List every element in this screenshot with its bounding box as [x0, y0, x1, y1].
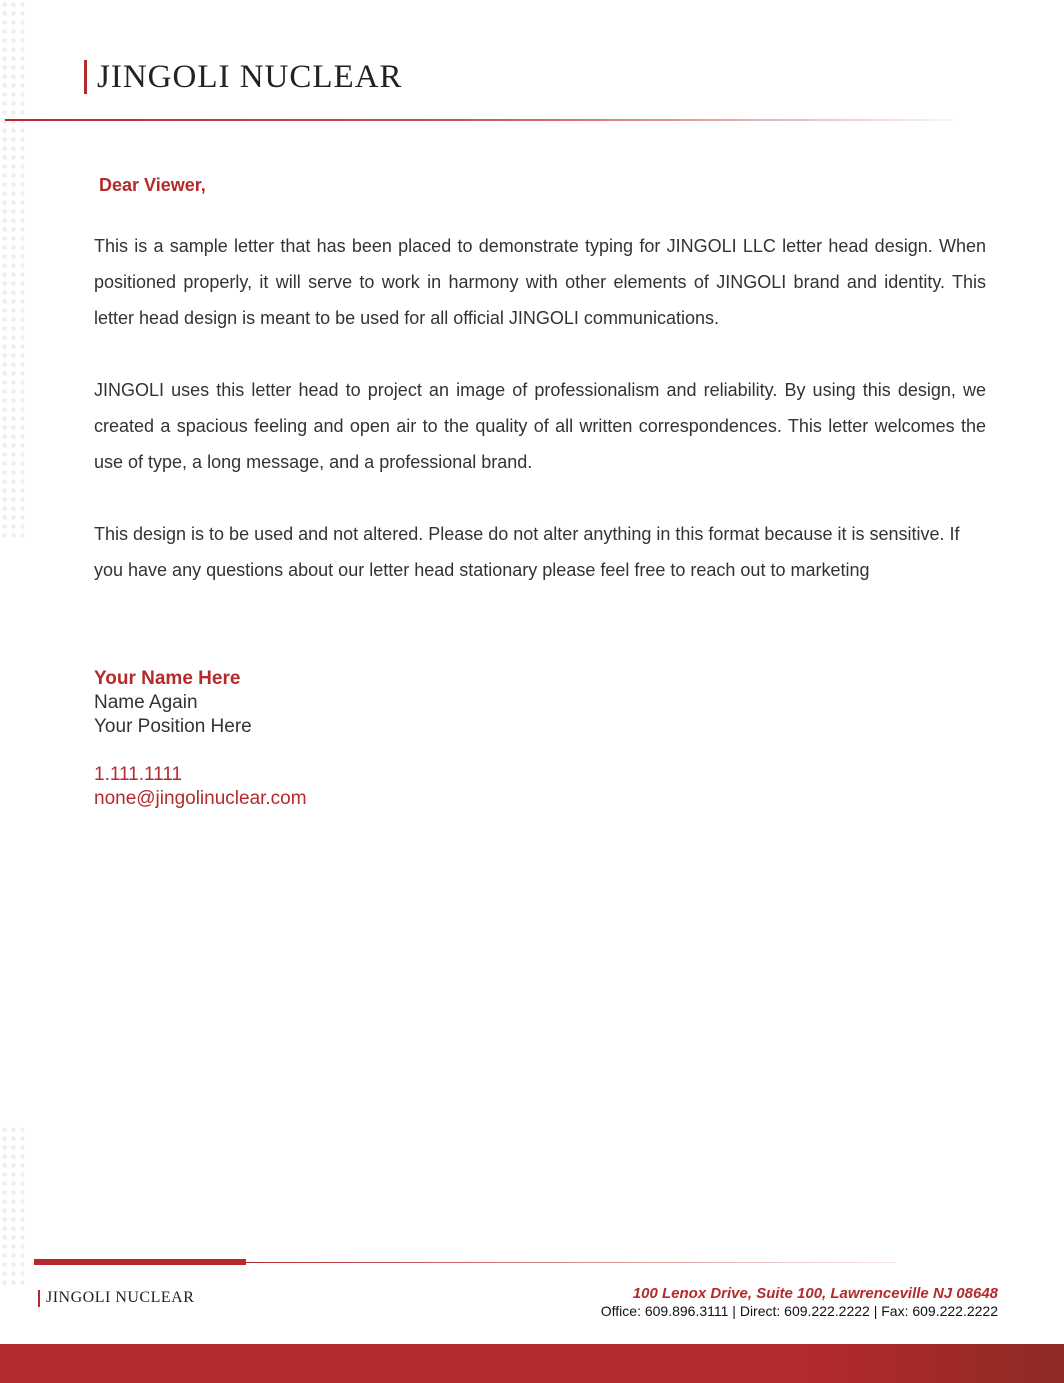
body-paragraph-1: This is a sample letter that has been placed to demonstrate typing for JINGOLI LLC letter head design. When positioned properly, it will serve to work in harmony with other elements of JINGOLI brand and identity. This letter head design is meant to be used for all official JINGOLI communications.	[94, 236, 986, 328]
decorative-dot-pattern-bottom	[0, 1125, 28, 1285]
footer-accent-bar	[34, 1259, 246, 1265]
header-brand-text: JINGOLI NUCLEAR	[97, 58, 403, 95]
logo-accent-bar	[84, 60, 87, 94]
header-divider	[5, 119, 955, 121]
footer-brand-text: JINGOLI NUCLEAR	[46, 1289, 195, 1306]
signature-position: Your Position Here	[94, 716, 252, 737]
footer-logo	[38, 1289, 194, 1307]
signature-phone: 1.111.1111	[94, 764, 183, 785]
footer-color-band	[0, 1344, 1064, 1383]
salutation: Dear Viewer,	[99, 175, 206, 195]
letter-body	[94, 228, 986, 624]
signature-email: none@jingolinuclear.com	[94, 788, 307, 809]
header-logo	[84, 58, 403, 96]
body-paragraph-2: JINGOLI uses this letter head to project an image of professionalism and reliability. By using this design, we created a spacious feeling and open air to the quality of all written correspondences. This letter welcomes the use of type, a long message, and a professional brand.	[94, 380, 986, 472]
footer-address: 100 Lenox Drive, Suite 100, Lawrenceville NJ 08648	[632, 1285, 998, 1302]
decorative-dot-pattern-top	[0, 0, 28, 540]
signature-name-again: Name Again	[94, 692, 198, 713]
body-paragraph-3: This design is to be used and not altered. Please do not alter anything in this format because it is sensitive. If you have any questions about our letter head stationary please feel free to reach out to marketing	[94, 524, 960, 580]
footer-phone-numbers: Office: 609.896.3111 | Direct: 609.222.2222 | Fax: 609.222.2222	[600, 1303, 998, 1319]
footer-logo-accent-bar	[38, 1290, 40, 1307]
footer-divider	[246, 1262, 896, 1263]
signature-name: Your Name Here	[94, 668, 241, 689]
